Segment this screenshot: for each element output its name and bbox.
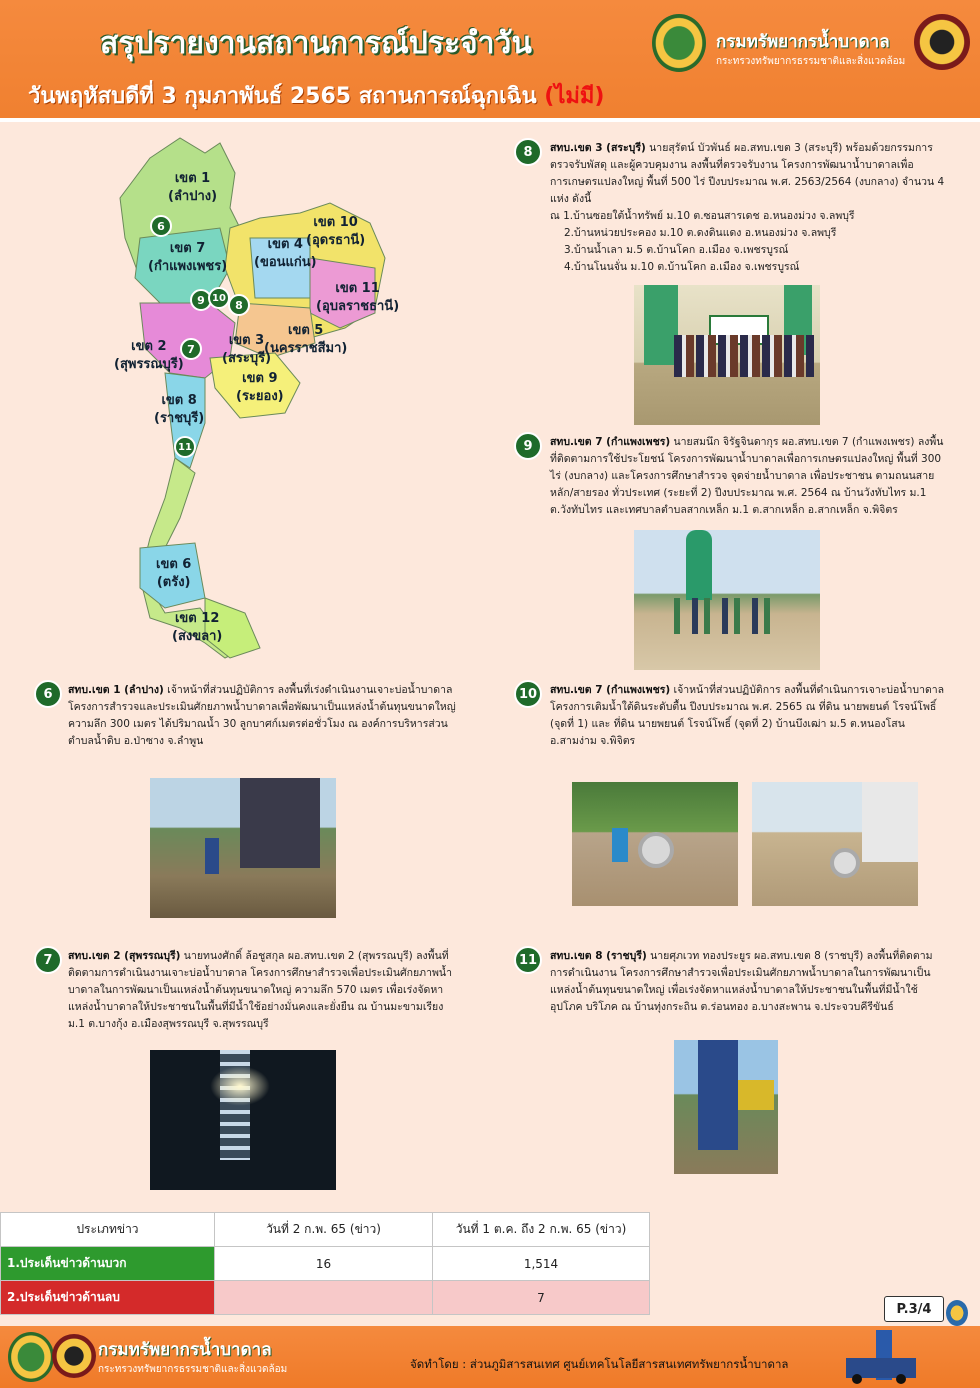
zone-sub: (สงขลา) <box>172 629 223 644</box>
emergency-status: (ไม่มี) <box>544 84 605 109</box>
item-8-text <box>550 140 950 208</box>
photo-rig <box>698 1040 738 1150</box>
item-heading: สทบ.เขต 2 (สุพรรณบุรี) <box>68 950 181 962</box>
item-heading: สทบ.เขต 1 (ลำปาง) <box>68 684 164 696</box>
photo-ring <box>830 848 860 878</box>
item-heading: สทบ.เขต 3 (สระบุรี) <box>550 142 646 154</box>
row-day-count <box>215 1281 433 1315</box>
item-11-photo <box>674 1040 778 1174</box>
row-label: 2.ประเด็นข่าวด้านลบ <box>1 1281 215 1315</box>
photo-light <box>210 1066 270 1106</box>
zone-sub: (อุบลราชธานี) <box>316 299 400 314</box>
zone-label: เขต 7 <box>169 241 206 256</box>
item-heading: สทบ.เขต 7 (กำแพงเพชร) <box>550 684 671 696</box>
map-label-zone12 <box>172 610 222 646</box>
row-total-count: 7 <box>433 1281 650 1315</box>
zone-label: เขต 2 <box>131 339 167 354</box>
zone-sub: (สุพรรณบุรี) <box>114 357 184 372</box>
photo-wall <box>862 782 918 862</box>
page-number: P.3/4 <box>884 1296 944 1322</box>
page-title: สรุปรายงานสถานการณ์ประจำวัน <box>100 26 532 61</box>
zone-sub: (ตรัง) <box>156 575 191 590</box>
dept-seal-icon <box>652 14 706 72</box>
item-heading: สทบ.เขต 8 (ราชบุรี) <box>550 950 647 962</box>
item-body: เจ้าหน้าที่ส่วนปฏิบัติการ ลงพื้นที่ดำเนินการเจาะบ่อน้ำบาดาล โครงการเติมน้ำใต้ดินระดับตื้น ปีงบประมาณ พ.ศ. 2565 ณ ที่ดิน นายพยนต์ โรจน์โพธิ์ (จุดที่ 1) และ ที่ดิน นายพยนต์ โรจน์โพธิ์ (จุดที่ 2) บ้านบึงเฒ่า ม.5 ต.หนองโสน อ.สามง่าม จ.พิจิตร <box>550 684 945 747</box>
map-label-zone6 <box>156 556 191 592</box>
footer-credit: จัดทำโดย : ส่วนภูมิสารสนเทศ ศูนย์เทคโนโลยีสารสนเทศทรัพยากรน้ำบาดาล <box>410 1357 789 1371</box>
row-day-count: 16 <box>215 1247 433 1281</box>
item-9-text <box>550 434 950 519</box>
item-8-list <box>550 208 950 276</box>
item-6-text <box>68 682 458 750</box>
item-10-text <box>550 682 950 750</box>
photo-generator <box>738 1080 774 1110</box>
item-number-badge: 7 <box>34 946 62 974</box>
zone-label: เขต 4 <box>267 237 303 252</box>
zone-label: เขต 9 <box>242 371 278 386</box>
col-header-type: ประเภทข่าว <box>1 1213 215 1247</box>
ministry-seal-icon <box>52 1334 96 1378</box>
item-body: นายทนงศักดิ์ ล้อชูสกุล ผอ.สทบ.เขต 2 (สุพรรณบุรี) ลงพื้นที่ติดตามการดำเนินงานเจาะบ่อน้ำบาดาล โครงการศึกษาสำรวจเพื่อประเมินศักยภาพน้ำบาดาลในการพัฒนาเป็นแหล่งน้ำต้นทุนขนาดใหญ่ ความลึก 570 เมตร เพื่อเร่งจัดหาแหล่งน้ำบาดาลให้ประชาชนในพื้นที่มีน้ำใช้อย่างมั่นคงและยั่งยืน ณ บ้านมะขามเรียง ม.1 ต.บางกุ้ง อ.เมืองสุพรรณบุรี จ.สุพรรณบุรี <box>68 950 452 1030</box>
item-6-photo <box>150 778 336 918</box>
map-marker[interactable]: 9 <box>190 289 212 311</box>
row-total-count: 1,514 <box>433 1247 650 1281</box>
photo-people <box>674 598 774 634</box>
list-item: 4.บ้านโนนจั่น ม.10 ต.บ้านโคก อ.เมือง จ.เพชรบูรณ์ <box>564 261 800 273</box>
photo-worker <box>612 828 628 862</box>
list-item: 3.บ้านน้ำเลา ม.5 ต.บ้านโคก อ.เมือง จ.เพชรบูรณ์ <box>564 244 789 256</box>
map-label-zone1 <box>168 170 217 206</box>
dept-seal-icon <box>8 1332 54 1382</box>
header-banner <box>0 0 980 122</box>
footer-banner <box>0 1326 980 1388</box>
map-marker[interactable]: 6 <box>150 215 172 237</box>
map-marker[interactable]: 8 <box>228 294 250 316</box>
zone-label: เขต 1 <box>174 171 211 186</box>
date-line <box>28 78 604 113</box>
dept-name: กรมทรัพยากรน้ำบาดาล <box>716 32 890 52</box>
zone-label: เขต 11 <box>335 281 380 296</box>
item-11-text <box>550 948 950 1016</box>
zone-label: เขต 5 <box>288 323 324 338</box>
date-text: วันพฤหัสบดีที่ 3 กุมภาพันธ์ 2565 สถานการณ์ฉุกเฉิน <box>28 84 545 109</box>
drop-icon <box>946 1300 968 1326</box>
footer-dept-name: กรมทรัพยากรน้ำบาดาล <box>98 1340 272 1360</box>
zone-sub: (ระยอง) <box>236 389 284 404</box>
drill-truck-icon <box>846 1330 932 1384</box>
item-10-photo-b <box>752 782 918 906</box>
map-marker[interactable]: 11 <box>174 436 196 458</box>
item-body: นายศุภเวท ทองประยูร ผอ.สทบ.เขต 8 (ราชบุรี) ลงพื้นที่ติดตามการดำเนินงาน โครงการศึกษาสำรวจเพื่อประเมินศักยภาพน้ำบาดาลในการพัฒนาเป็นแหล่งน้ำต้นทุนขนาดใหญ่ เพื่อเร่งจัดหาแหล่งน้ำบาดาลให้ประชาชนในพื้นที่มีน้ำใช้อุปโภค บริโภค ณ บ้านทุ่งกระถิน ต.ร่อนทอง อ.บางสะพาน จ.ประจวบคีรีขันธ์ <box>550 950 933 1013</box>
photo-tower <box>644 285 678 365</box>
photo-worker <box>205 838 219 874</box>
zone-label: เขต 12 <box>174 611 220 626</box>
map-label-zone11 <box>316 280 399 316</box>
truck-wheel <box>896 1374 906 1384</box>
photo-ring <box>638 832 674 868</box>
row-label: 1.ประเด็นข่าวด้านบวก <box>1 1247 215 1281</box>
table-row <box>1 1247 650 1281</box>
item-number-badge: 11 <box>514 946 542 974</box>
item-8-photo <box>634 285 820 425</box>
zone-sub: (อุดรธานี) <box>306 233 366 248</box>
map-label-zone7 <box>148 240 227 276</box>
map-label-zone9 <box>236 370 284 406</box>
item-body: นายสุรัตน์ บัวพันธ์ ผอ.สทบ.เขต 3 (สระบุรี) พร้อมด้วยกรรมการตรวจรับพัสดุ และผู้ควบคุมงาน ลงพื้นที่ตรวจรับงาน โครงการพัฒนาน้ำบาดาลเพื่อการเกษตรแปลงใหญ่ พื้นที่ 500 ไร่ ปีงบประมาณ พ.ศ. 2563/2564 (งบกลาง) จำนวน 4 แห่ง ดังนี้ <box>550 142 945 205</box>
table-row <box>1 1281 650 1315</box>
item-number-badge: 8 <box>514 138 542 166</box>
zone-label: เขต 6 <box>156 557 192 572</box>
col-header-total: วันที่ 1 ต.ค. ถึง 2 ก.พ. 65 (ข่าว) <box>433 1213 650 1247</box>
map-marker[interactable]: 7 <box>180 338 202 360</box>
zone-label: เขต 10 <box>313 215 358 230</box>
zone-label: เขต 8 <box>161 393 197 408</box>
ministry-seal-icon <box>914 14 970 70</box>
map-label-zone8 <box>154 392 204 428</box>
zone-sub: (ลำปาง) <box>168 189 218 204</box>
zone-label: เขต 3 <box>228 333 265 348</box>
item-10-photo-a <box>572 782 738 906</box>
list-item: ณ 1.บ้านซอยใต้น้ำทรัพย์ ม.10 ต.ซอนสารเดช อ.หนองม่วง จ.ลพบุรี <box>550 210 855 222</box>
photo-tower <box>686 530 712 600</box>
item-number-badge: 9 <box>514 432 542 460</box>
map-label-zone2 <box>114 338 184 374</box>
truck-wheel <box>852 1374 862 1384</box>
zone-sub: (นครราชสีมา) <box>264 341 348 356</box>
item-number-badge: 6 <box>34 680 62 708</box>
ministry-name: กระทรวงทรัพยากรธรรมชาติและสิ่งแวดล้อม <box>716 56 906 67</box>
photo-people <box>674 335 814 377</box>
zone-sub: (ขอนแก่น) <box>254 255 317 270</box>
photo-rig <box>240 778 320 868</box>
item-9-photo <box>634 530 820 670</box>
item-number-badge: 10 <box>514 680 542 708</box>
footer-ministry-name: กระทรวงทรัพยากรธรรมชาติและสิ่งแวดล้อม <box>98 1364 288 1375</box>
zone-sub: (สระบุรี) <box>222 351 272 366</box>
item-body: เจ้าหน้าที่ส่วนปฏิบัติการ ลงพื้นที่เร่งดำเนินงานเจาะบ่อน้ำบาดาล โครงการสำรวจและประเมินศักยภาพน้ำบาดาลเพื่อพัฒนาเป็นแหล่งน้ำต้นทุนขนาดใหญ่ ความลึก 300 เมตร ได้ปริมาณน้ำ 30 ลูกบาศก์เมตรต่อชั่วโมง ณ องค์การบริหารส่วนตำบลน้ำดิบ อ.ป่าซาง จ.ลำพูน <box>68 684 456 747</box>
item-body: นายสมนึก จิรัฐจินดากุร ผอ.สทบ.เขต 7 (กำแพงเพชร) ลงพื้นที่ติดตามการใช้ประโยชน์ โครงการพัฒนาน้ำบาดาลเพื่อการเกษตรแปลงใหญ่ พื้นที่ 300 ไร่ (งบกลาง) และโครงการศึกษาสำรวจ จุดจ่ายน้ำบาดาล เพื่อประชาชน ตามถนนสายหลัก/สายรอง ทั่วประเทศ (ระยะที่ 2) ปีงบประมาณ พ.ศ. 2564 ณ บ้านวังทับไทร ม.1 ต.วังทับไทร และเทศบาลตำบลสากเหล็ก ม.1 ต.สากเหล็ก อ.สากเหล็ก จ.พิจิตร <box>550 436 944 516</box>
map-label-zone4 <box>254 236 317 272</box>
news-summary-table <box>0 1212 650 1315</box>
list-item: 2.บ้านหน่วยประคอง ม.10 ต.ดงดินแดง อ.หนองม่วง จ.ลพบุรี <box>564 227 837 239</box>
item-heading: สทบ.เขต 7 (กำแพงเพชร) <box>550 436 671 448</box>
zone-sub: (กำแพงเพชร) <box>148 259 228 274</box>
item-7-text <box>68 948 458 1033</box>
item-7-photo <box>150 1050 336 1190</box>
zone-sub: (ราชบุรี) <box>154 411 205 426</box>
map-label-zone5 <box>264 322 347 358</box>
map-marker[interactable]: 10 <box>208 287 230 309</box>
col-header-day: วันที่ 2 ก.พ. 65 (ข่าว) <box>215 1213 433 1247</box>
